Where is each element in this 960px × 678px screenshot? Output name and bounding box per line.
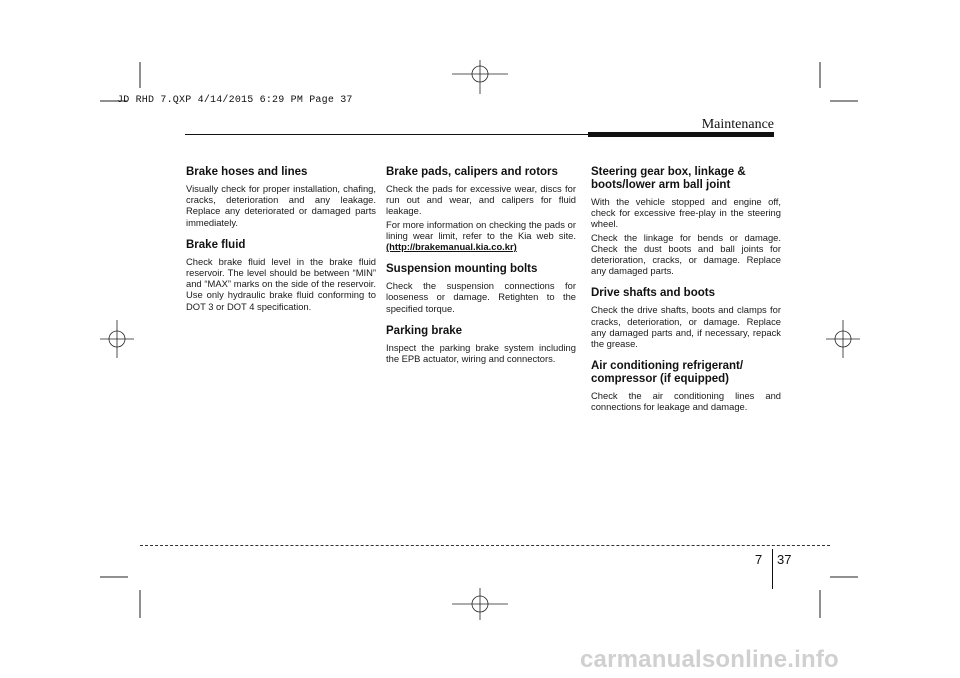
- header-rule-bar: [588, 132, 774, 137]
- heading-steering: Steering gear box, linkage & boots/lower arm ball joint: [591, 166, 746, 191]
- heading-drive-shafts: Drive shafts and boots: [591, 287, 715, 300]
- kia-brake-manual-link[interactable]: (http://brakemanual.kia.co.kr): [386, 241, 517, 253]
- footer-rule: [140, 545, 830, 546]
- watermark: carmanualsonline.info: [580, 646, 839, 673]
- heading-air-conditioning: Air conditioning refrigerant/ compressor (if equipped): [591, 360, 744, 386]
- heading-brake-pads: Brake pads, calipers and rotors: [386, 166, 558, 178]
- paragraph-brake-pads-link: [386, 219, 576, 253]
- column-3: [591, 166, 781, 415]
- heading-brake-hoses: Brake hoses and lines: [186, 166, 308, 178]
- paragraph-steering-1: With the vehicle stopped and engine off, check for excessive free-play in the steering wheel.: [591, 196, 781, 230]
- paragraph-steering-2: Check the linkage for bends or damage. Check the dust boots and ball joints for deterioration, cracks, or damage. Replace any damaged parts.: [591, 231, 781, 277]
- chapter-number: 7: [755, 552, 763, 567]
- page-number-separator: [772, 549, 773, 589]
- paragraph-brake-hoses: Visually check for proper installation, chafing, cracks, deterioration and any leakage. Replace any deteriorated or damaged parts immediately.: [186, 183, 376, 228]
- column-1: [186, 166, 376, 314]
- paragraph-suspension: Check the suspension connections for looseness or damage. Retighten to the specified torque.: [386, 280, 576, 314]
- header-rule: [185, 134, 588, 135]
- heading-brake-fluid: Brake fluid: [186, 238, 246, 251]
- paragraph-brake-pads: Check the pads for excessive wear, discs for run out and wear, and calipers for fluid leakage.: [386, 183, 576, 217]
- link-intro-text: For more information on checking the pads or lining wear limit, refer to the Kia web site.: [386, 218, 576, 241]
- paragraph-drive-shafts: Check the drive shafts, boots and clamps for cracks, deterioration, or damage. Replace any damaged parts and, if necessary, repack the grease.: [591, 304, 781, 350]
- section-title: Maintenance: [701, 117, 774, 132]
- print-slug: JD RHD 7.QXP 4/14/2015 6:29 PM Page 37: [117, 95, 353, 106]
- column-2: [386, 166, 576, 366]
- paragraph-air-conditioning: Check the air conditioning lines and connections for leakage and damage.: [591, 390, 781, 413]
- page-number: 37: [777, 552, 792, 567]
- heading-parking-brake: Parking brake: [386, 324, 463, 337]
- paragraph-brake-fluid: Check brake fluid level in the brake fluid reservoir. The level should be between “MIN” and “MAX” marks on the side of the reservoir. Use only hydraulic brake fluid conforming to DOT 3 or DOT 4 specification.: [186, 255, 376, 312]
- paragraph-parking-brake: Inspect the parking brake system including the EPB actuator, wiring and connectors.: [386, 341, 576, 365]
- heading-suspension: Suspension mounting bolts: [386, 263, 538, 276]
